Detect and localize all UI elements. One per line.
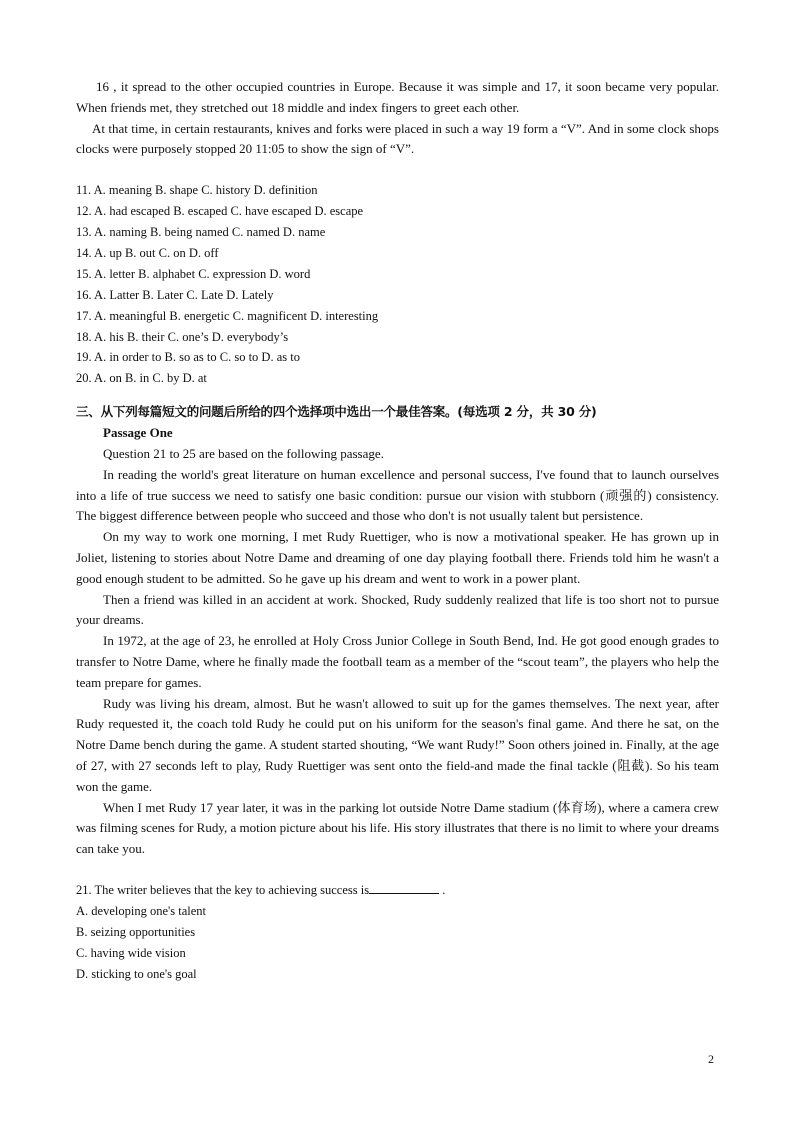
option-line: 18. A. his B. their C. one’s D. everybody’s	[76, 329, 289, 344]
answer-blank	[369, 881, 439, 894]
option-line: 19. A. in order to B. so as to C. so to D. as to	[76, 350, 300, 365]
option-line: 11. A. meaning B. shape C. history D. definition	[76, 183, 318, 198]
question-stem	[76, 880, 719, 901]
cloze-paragraph: 16 , it spread to the other occupied countries in Europe. Because it was simple and 17, it soon became very popular. When friends met, they stretched out 18 middle and index fingers to greet each other.	[76, 79, 719, 115]
passage-title: Passage One	[103, 425, 173, 441]
page-number: 2	[708, 1052, 714, 1066]
cloze-options-list	[76, 180, 719, 389]
passage-paragraph: In reading the world's great literature on human excellence and personal success, I've found that to launch ourselves into a life of true success we need to satisfy one basic condition: pursue our vision with stubborn (顽强的) consistency. The biggest difference between people who succeed and those who don't is not usually talent but persistence.	[76, 466, 719, 524]
question-stem-text: 21. The writer believes that the key to achieving success is	[76, 882, 370, 897]
option-line: 14. A. up B. out C. on D. off	[76, 245, 219, 260]
cloze-paragraph: At that time, in certain restaurants, knives and forks were placed in such a way 19 form a “V”. And in some clock shops clocks were purposely stopped 20 11:05 to show the sign of “V”.	[76, 120, 719, 157]
passage-paragraph: When I met Rudy 17 year later, it was in the parking lot outside Notre Dame stadium (体育场), where a camera crew was filming scenes for Rudy, a motion picture about his life. His story illustrates that there is no limit to where your dreams can take you.	[76, 799, 719, 857]
option-line: 17. A. meaningful B. energetic C. magnificent D. interesting	[76, 308, 379, 323]
passage-paragraph: In 1972, at the age of 23, he enrolled at Holy Cross Junior College in South Bend, Ind. He got good enough grades to transfer to Notre Dame, where he finally made the football team as a member of the “scout team”, the players who help the team prepare for games.	[76, 633, 719, 690]
section-heading: 三、从下列每篇短文的问题后所给的四个选择项中选出一个最佳答案。(每选项 2 分，共 30 分)	[76, 404, 597, 420]
document-page	[76, 77, 719, 985]
option-line: 12. A. had escaped B. escaped C. have escaped D. escape	[76, 204, 364, 219]
passage-intro: Question 21 to 25 are based on the following passage.	[103, 446, 384, 462]
option-line: 15. A. letter B. alphabet C. expression D. word	[76, 266, 311, 281]
passage-paragraph: Rudy was living his dream, almost. But he wasn't allowed to suit up for the games themselves. The next year, after Rudy requested it, the coach told Rudy he could put on his uniform for the season's final game. And there he sat, on the Notre Dame bench during the game. A student started shouting, “We want Rudy!” Soon others joined in. Finally, at the age of 27, with 27 seconds left to play, Rudy Ruettiger was sent onto the field-and made the final tackle (阻截). So his team won the game.	[76, 695, 719, 794]
passage-paragraph: Then a friend was killed in an accident at work. Shocked, Rudy suddenly realized that life is too short not to pursue your dreams.	[76, 591, 719, 628]
question-stem-end: .	[439, 882, 446, 897]
option-line: 13. A. naming B. being named C. named D. name	[76, 225, 326, 239]
answer-option: A. developing one's talent	[76, 903, 206, 918]
option-line: 16. A. Latter B. Later C. Late D. Lately	[76, 287, 274, 302]
answer-option: B. seizing opportunities	[76, 924, 196, 939]
option-line: 20. A. on B. in C. by D. at	[76, 371, 207, 386]
answer-option: C. having wide vision	[76, 945, 186, 960]
passage-paragraph: On my way to work one morning, I met Rudy Ruettiger, who is now a motivational speaker. He has grown up in Joliet, listening to stories about Notre Dame and dreaming of one day playing football there. Friends told him he wasn't a good enough student to be admitted. So he gave up his dream and went to work in a power plant.	[76, 529, 719, 586]
answer-option: D. sticking to one's goal	[76, 966, 197, 981]
